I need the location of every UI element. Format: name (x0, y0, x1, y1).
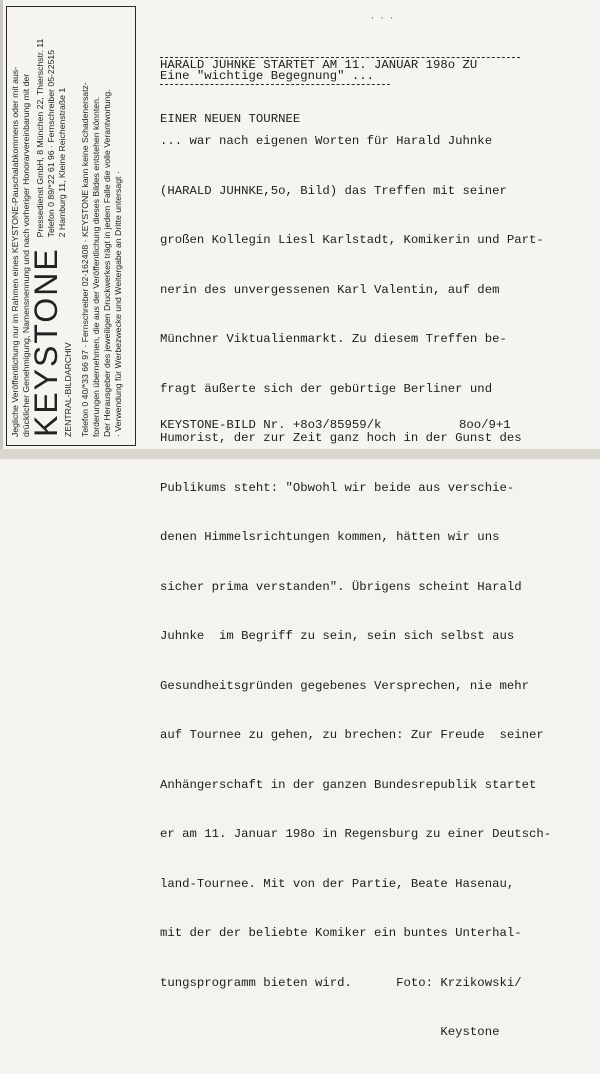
ink-specks: · · · (370, 14, 395, 23)
stamp-brand-block (29, 247, 74, 437)
archive-line: ZENTRAL-BILDARCHIV (62, 342, 73, 437)
stamp-line-2: drücklicher Genehmigung, Namensnennung und nach vorheriger Honorarvereinbarung mit der (21, 73, 31, 437)
body-line: mit der der beliebte Komiker ein buntes Unterhal- (160, 926, 522, 940)
divider-rule (160, 57, 520, 58)
body-line: Publikums steht: "Obwohl wir beide aus verschie- (160, 480, 515, 495)
stamp-line-6: · Verwendung für Werbezwecke und Weitergabe an Dritte untersagt · (113, 171, 123, 437)
teaser-underline (160, 84, 390, 85)
archive-code: 8oo/9+1 (459, 418, 511, 432)
body-line: er am 11. Januar 198o in Regensburg zu einer Deutsch- (160, 827, 552, 841)
stamp-line-3: Telefon 0 40/*33 66 97 · Fernschreiber 02-162408 · KEYSTONE kann keine Schadenersatz- (80, 82, 90, 437)
headline-line-1: HARALD JUHNKE STARTET AM 11. JANUAR 198o ZU (160, 58, 478, 72)
bottom-edge (0, 449, 600, 459)
body-line: Humorist, der zur Zeit ganz hoch in der Gunst des (160, 431, 522, 445)
body-text (160, 100, 551, 1074)
body-line: Gesundheitsgründen gegebenes Versprechen, nie mehr (160, 678, 529, 693)
body-line: land-Tournee. Mit von der Partie, Beate Hasenau, (160, 876, 515, 891)
body-line: großen Kollegin Liesl Karlstadt, Komikerin und Part- (160, 233, 544, 247)
keystone-logo: KEYSTONE (27, 247, 64, 437)
left-edge (0, 0, 3, 459)
stamp-brand-row (27, 13, 73, 437)
headline-line-2: EINER NEUEN TOURNEE (160, 112, 301, 126)
body-line: nerin des unvergessenen Karl Valentin, auf dem (160, 282, 500, 297)
body-line: Juhnke im Begriff zu sein, sein sich selbst aus (160, 629, 515, 643)
stamp-rotated-content (7, 7, 135, 445)
stamp-line-5: Der Herausgeber des jeweiligen Druckwerkes trägt in jedem Falle die volle Verantwortung. (102, 89, 112, 437)
teaser: Eine "wichtige Begegnung" ... (160, 69, 375, 83)
body-line: fragt äußerte sich der gebürtige Berliner und (160, 381, 493, 396)
picture-reference-number: KEYSTONE-BILD Nr. +8o3/85959/k (160, 418, 382, 432)
body-line: Münchner Viktualienmarkt. Zu diesem Treffen be- (160, 332, 507, 346)
body-line: denen Himmelsrichtungen kommen, hätten wir uns (160, 530, 500, 544)
keystone-stamp (6, 6, 136, 446)
body-line: tungsprogramm bieten wird. Foto: Krzikowski/ (160, 975, 522, 990)
body-line: sicher prima verstanden". Übrigens scheint Harald (160, 579, 522, 594)
body-line: Anhängerschaft in der ganzen Bundesrepublik startet (160, 777, 537, 792)
stamp-address-block (35, 39, 68, 238)
stamp-address-1: Pressedienst GmbH, 8 München 22, Thierschstr. 11 (34, 38, 45, 238)
stamp-line-1: Jegliche Veröffentlichung nur im Rahmen eines KEYSTONE-Pauschalabkommens oder mit aus- (10, 66, 20, 437)
stamp-line-4: forderungen übernehmen, die aus der Veröffentlichung dieses Bildes entstehen könnten. (91, 96, 101, 437)
body-line: ... war nach eigenen Worten für Harald Juhnke (160, 134, 493, 148)
body-line: (HARALD JUHNKE,5o, Bild) das Treffen mit seiner (160, 183, 507, 198)
body-line: Keystone (160, 1025, 500, 1039)
stamp-address-2: Telefon 0 89/*22 61 96 · Fernschreiber 05-22515 (45, 49, 56, 238)
body-line: auf Tournee zu gehen, zu brechen: Zur Freude seiner (160, 728, 544, 742)
stamp-address-3: 2 Hamburg 11, Kleine Reichenstraße 1 (56, 87, 67, 238)
